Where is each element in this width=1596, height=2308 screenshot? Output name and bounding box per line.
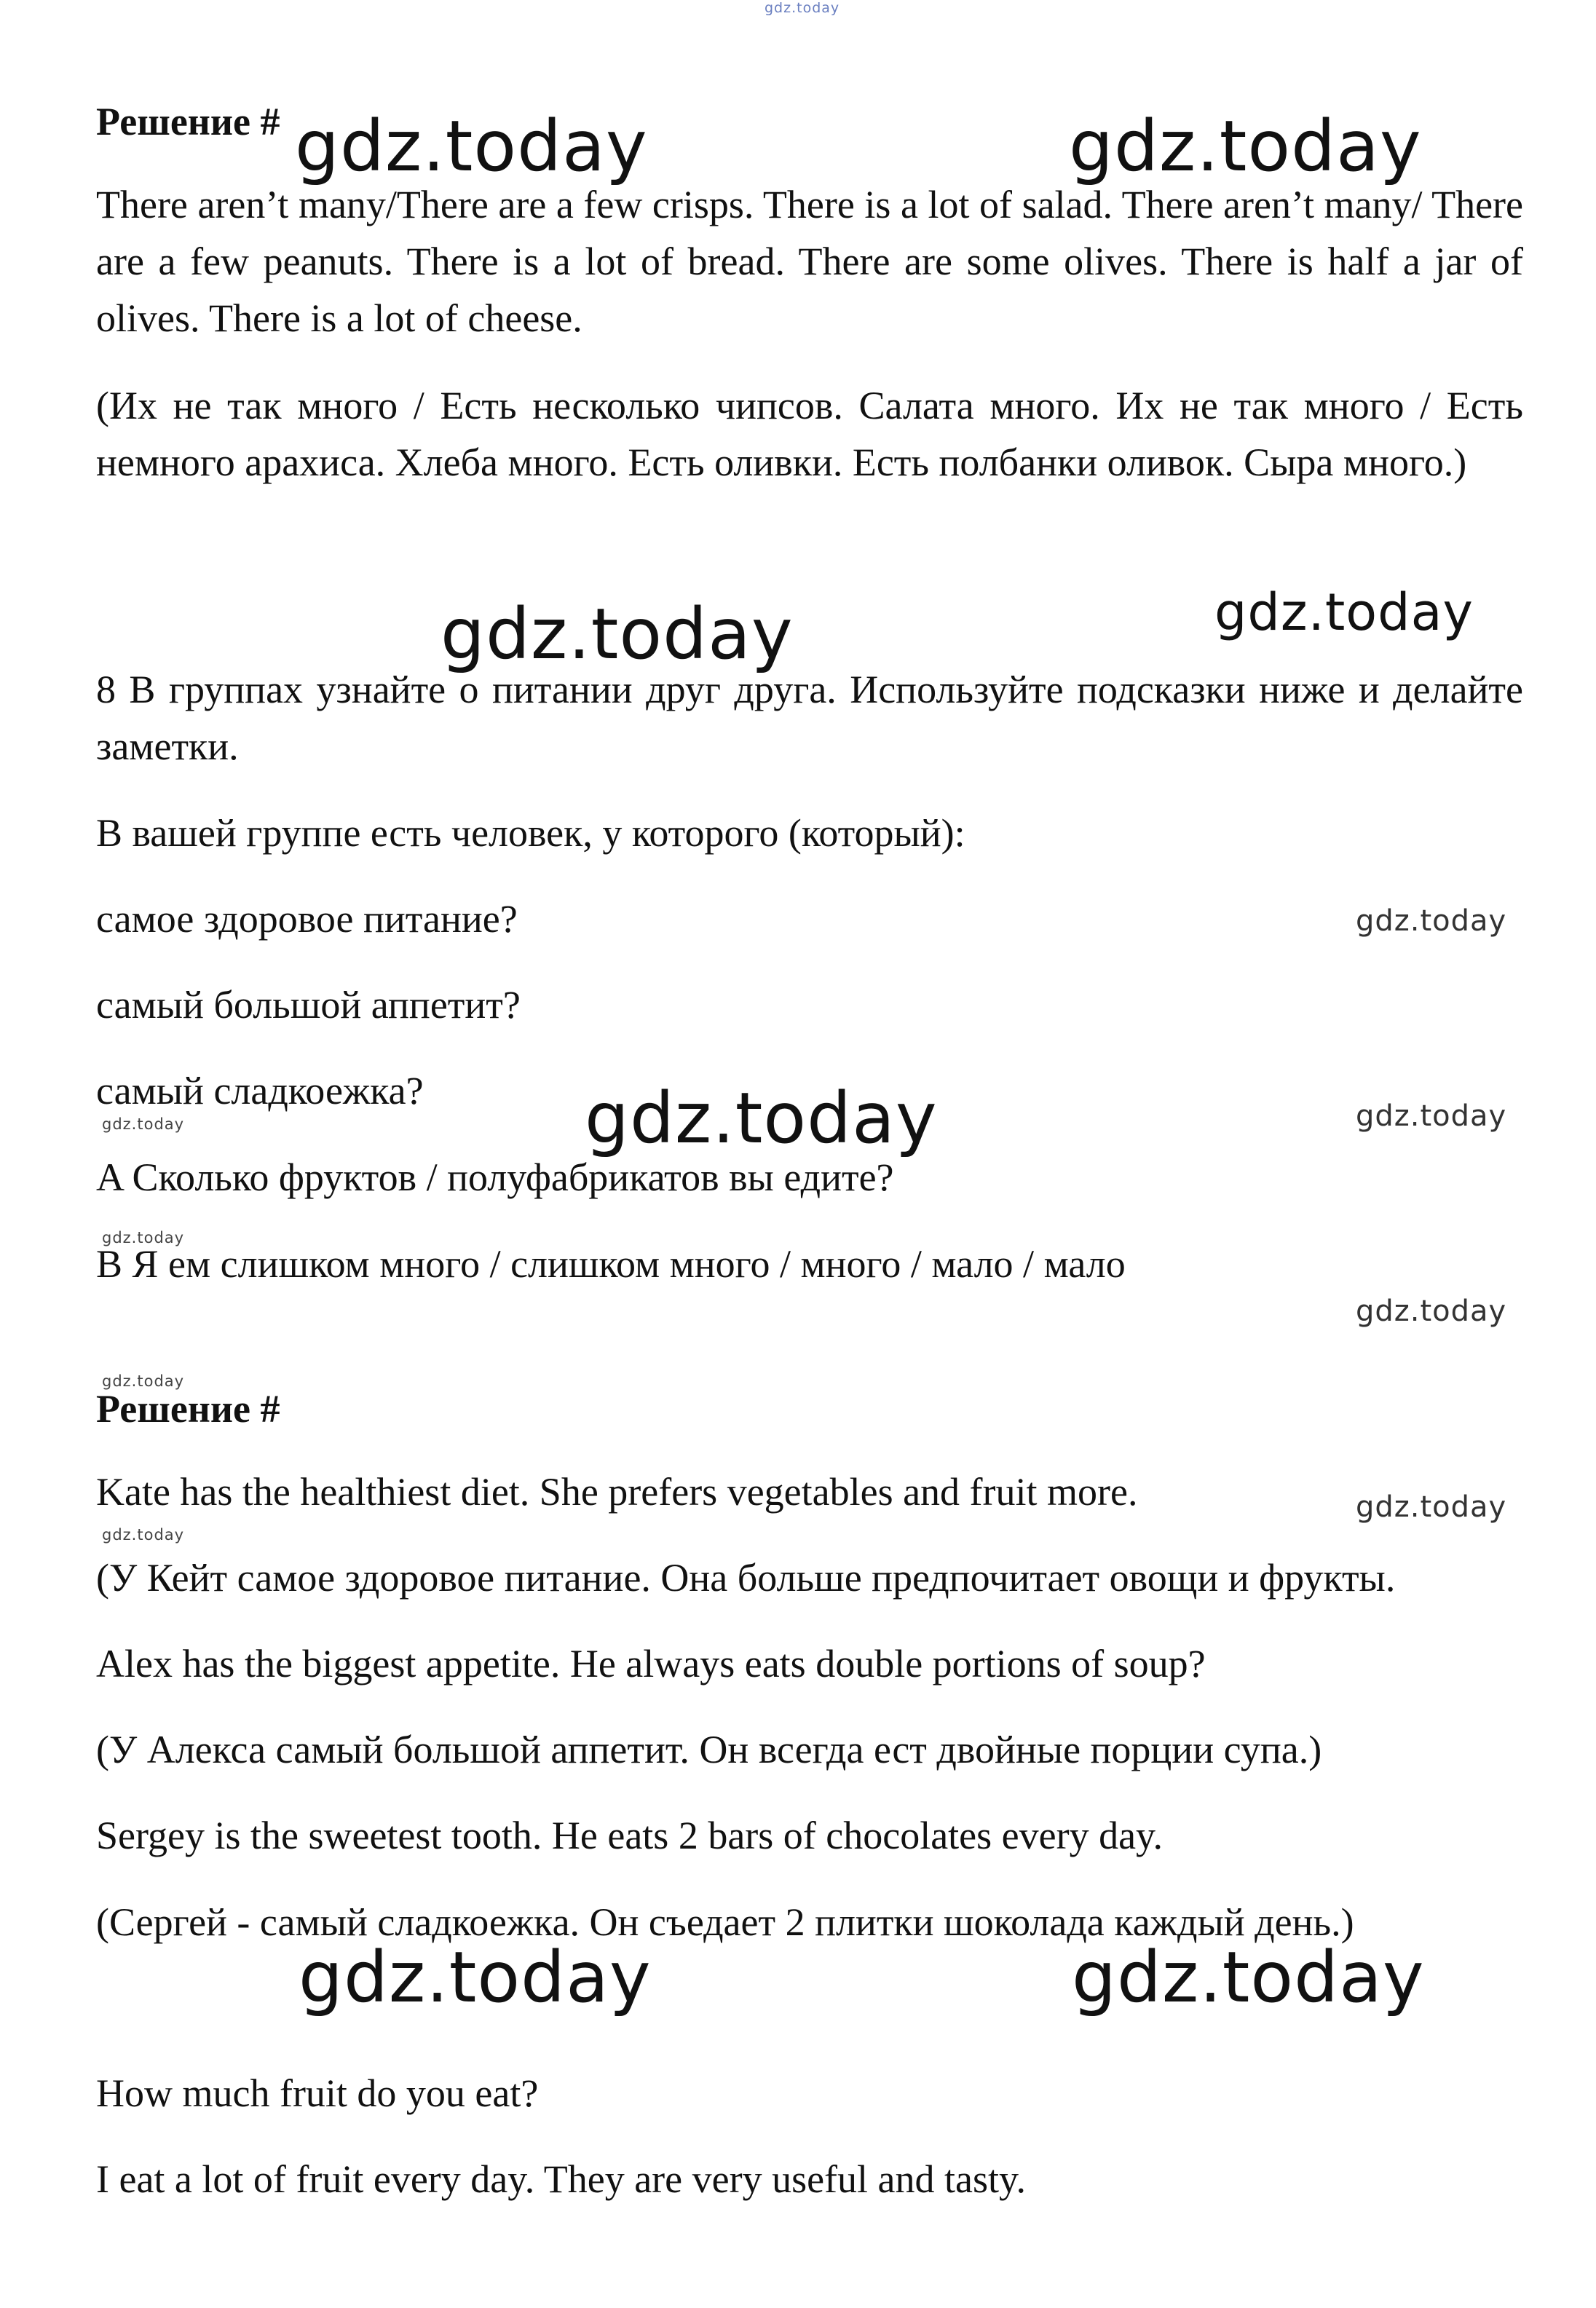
answer-paragraph-russian: (Их не так много / Есть несколько чипсов. Салата много. Их не так много / Есть немного арахиса. Хлеба много. Есть оливки. Есть полбанки оливок. Сыра много.) bbox=[96, 384, 1523, 484]
answer-alex-russian: (У Алекса самый большой аппетит. Он всегда ест двойные порции супа.) bbox=[96, 1728, 1322, 1771]
answer-fruit: I eat a lot of fruit every day. They are very useful and tasty. bbox=[96, 2157, 1026, 2201]
solution-heading-2: Решение # bbox=[96, 1387, 280, 1431]
question-fruit: How much fruit do you eat? bbox=[96, 2071, 539, 2115]
answer-kate-russian: (У Кейт самое здоровое питание. Она больше предпочитает овощи и фрукты. bbox=[96, 1556, 1396, 1600]
watermark: gdz.today bbox=[1356, 1295, 1507, 1328]
answer-kate-english: Kate has the healthiest diet. She prefers vegetables and fruit more. bbox=[96, 1470, 1138, 1514]
watermark: gdz.today bbox=[1356, 904, 1507, 938]
watermark: gdz.today bbox=[295, 106, 648, 187]
watermark: gdz.today bbox=[1214, 582, 1474, 642]
answer-paragraph-english: There aren’t many/There are a few crisps. There is a lot of salad. There aren’t many/ There are a few peanuts. There is a lot of bread. There are some olives. There is half a jar of olives. There is a lot of cheese. bbox=[96, 183, 1523, 340]
watermark: gdz.today bbox=[102, 1372, 185, 1390]
watermark: gdz.today bbox=[585, 1078, 938, 1159]
task-8-instructions: 8 В группах узнайте о питании друг друга. Используйте подсказки ниже и делайте заметки. bbox=[96, 668, 1523, 768]
dialogue-line-b: B Я ем слишком много / слишком много / много / мало / мало bbox=[96, 1242, 1126, 1286]
watermark: gdz.today bbox=[1072, 1937, 1425, 2018]
watermark: gdz.today bbox=[441, 593, 794, 675]
watermark: gdz.today bbox=[102, 1229, 185, 1246]
answer-alex-english: Alex has the biggest appetite. He always eats double portions of soup? bbox=[96, 1642, 1206, 1685]
watermark: gdz.today bbox=[1356, 1099, 1507, 1133]
task-intro-line: В вашей группе есть человек, у которого (который): bbox=[96, 811, 965, 855]
watermark: gdz.today bbox=[1069, 106, 1422, 187]
watermark: gdz.today bbox=[299, 1937, 652, 2018]
watermark: gdz.today bbox=[102, 1115, 185, 1133]
answer-sergey-english: Sergey is the sweetest tooth. He eats 2 bars of chocolates every day. bbox=[96, 1814, 1164, 1857]
answer-sergey-russian: (Сергей - самый сладкоежка. Он съедает 2 плитки шоколада каждый день.) bbox=[96, 1900, 1354, 1944]
prompt-healthiest-diet: самое здоровое питание? bbox=[96, 897, 518, 941]
dialogue-line-a: A Сколько фруктов / полуфабрикатов вы едите? bbox=[96, 1155, 894, 1199]
watermark: gdz.today bbox=[102, 1526, 185, 1544]
solution-heading-1: Решение # bbox=[96, 100, 280, 143]
top-watermark: gdz.today bbox=[765, 0, 840, 16]
watermark: gdz.today bbox=[1356, 1490, 1507, 1524]
prompt-biggest-appetite: самый большой аппетит? bbox=[96, 983, 521, 1027]
prompt-sweet-tooth: самый сладкоежка? bbox=[96, 1069, 424, 1112]
